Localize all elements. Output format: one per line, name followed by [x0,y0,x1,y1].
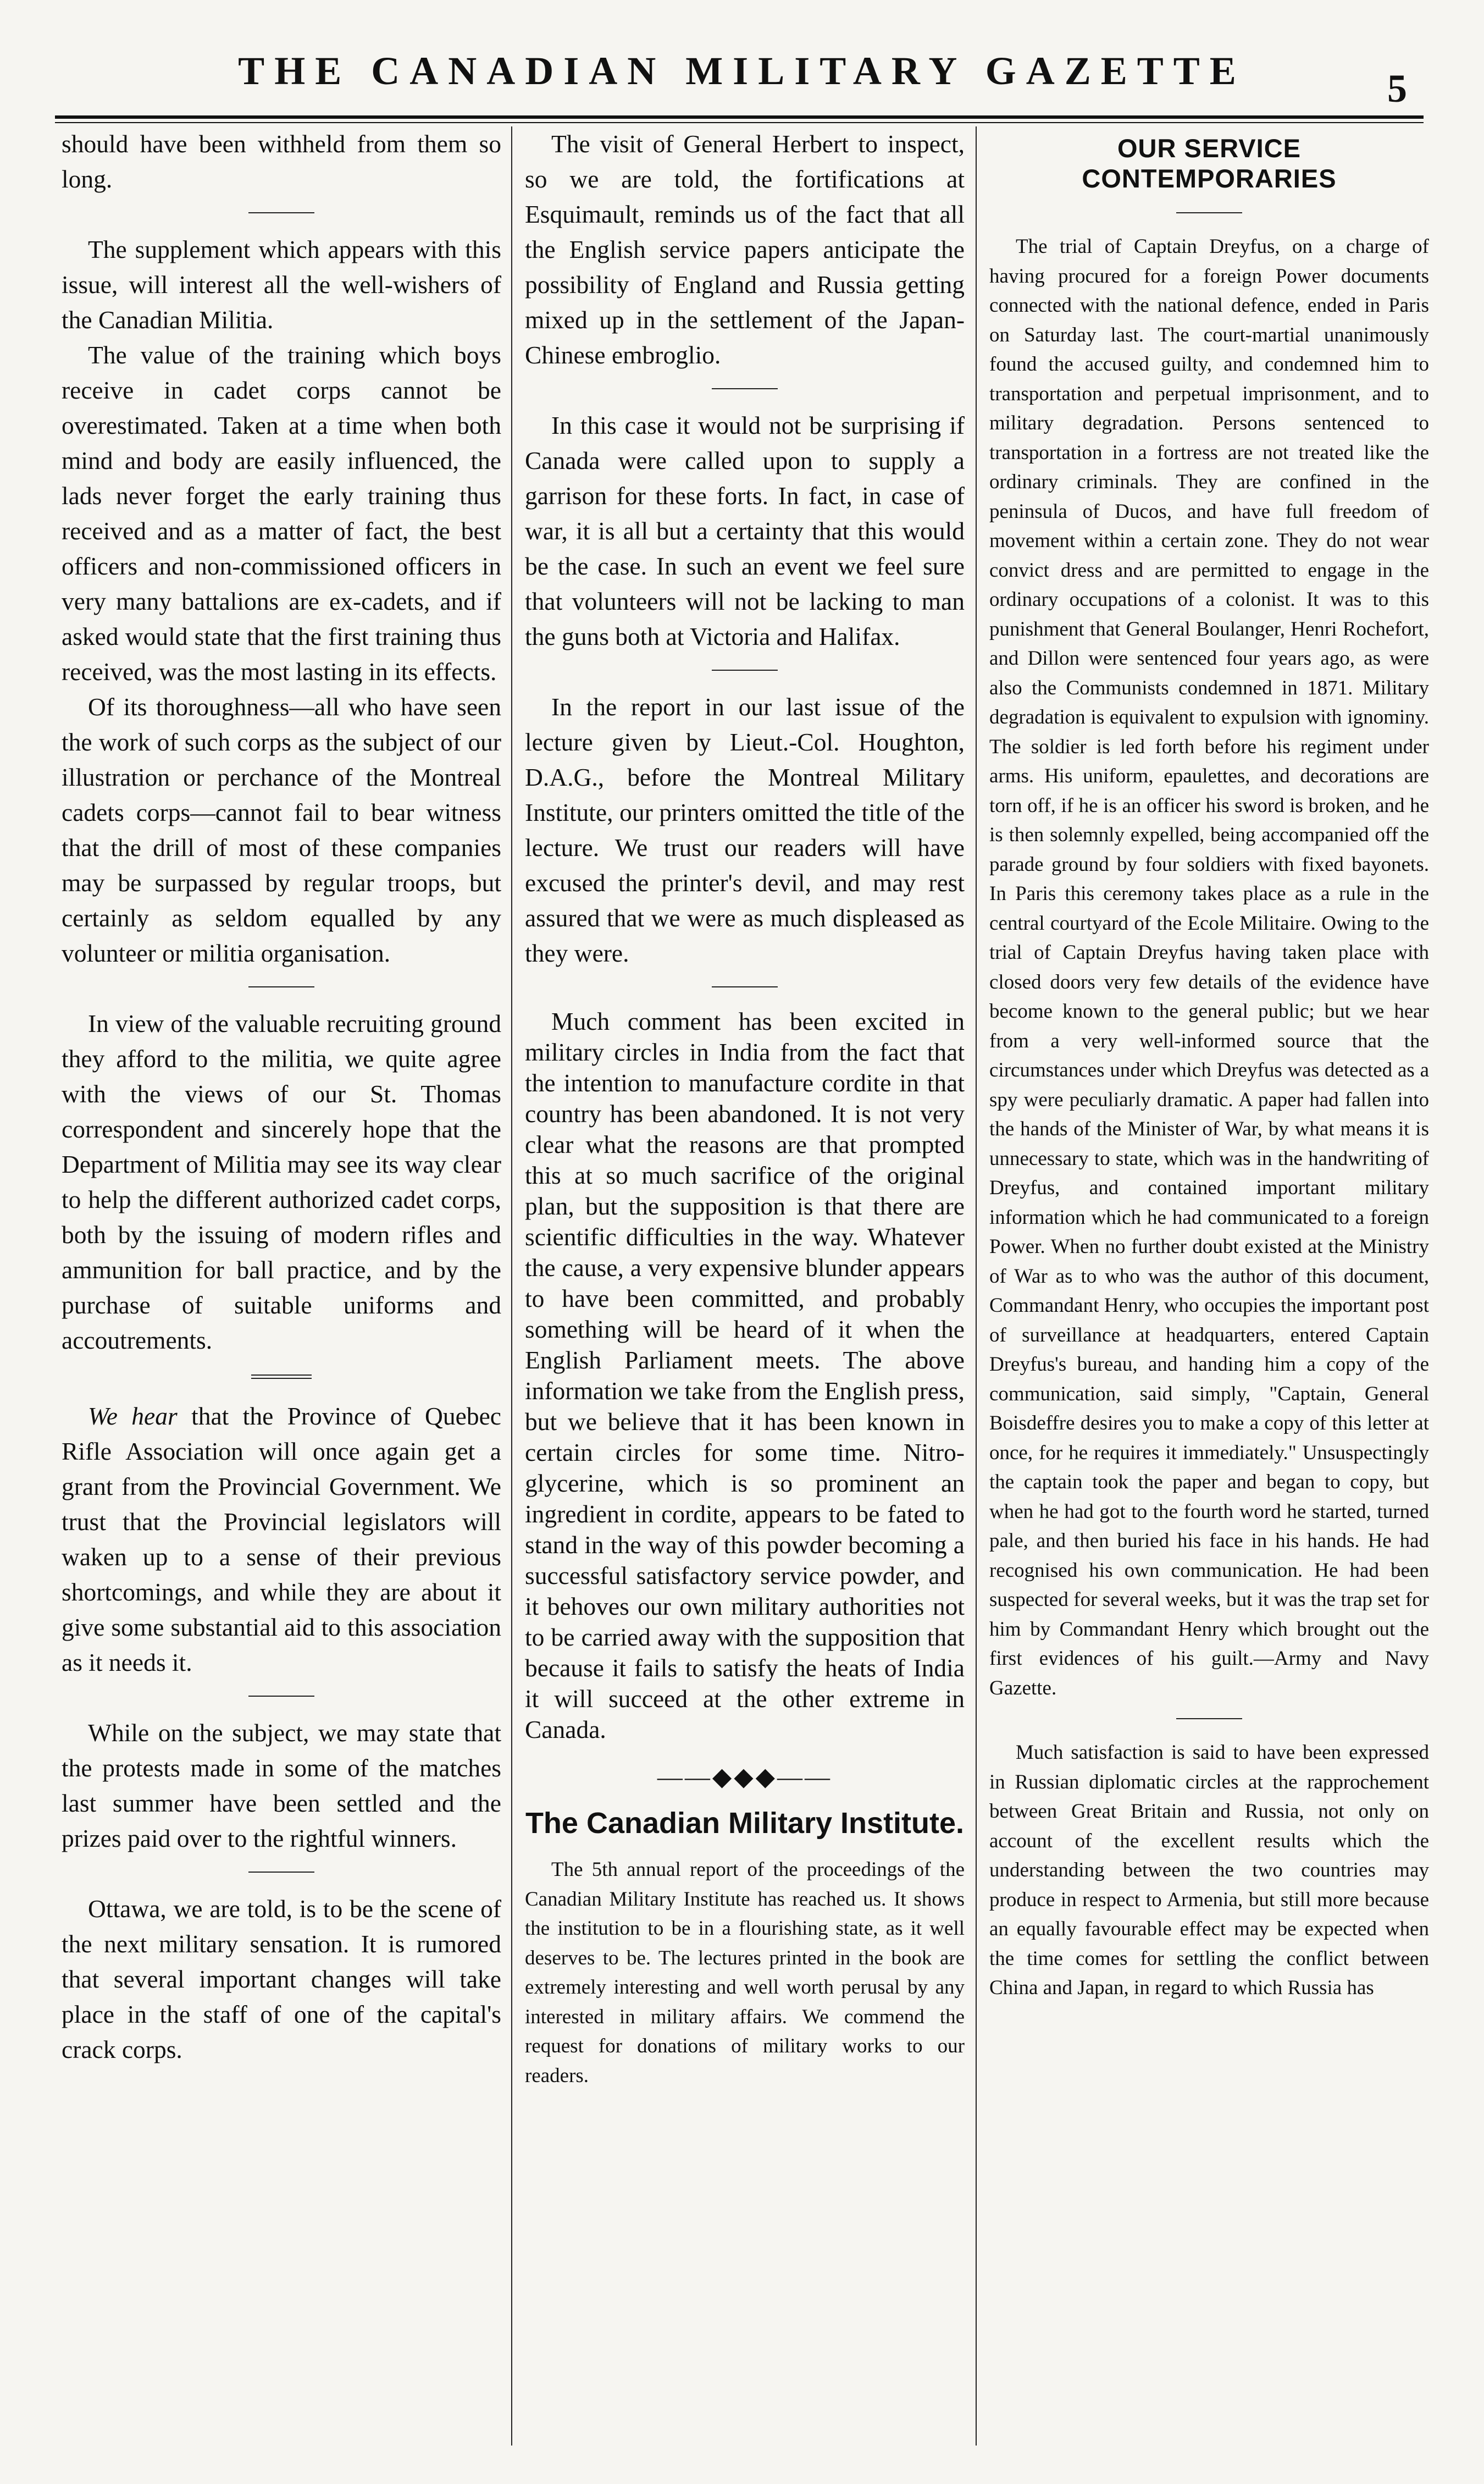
column-divider [511,126,512,2446]
italic-lead: We hear [88,1402,178,1430]
paragraph: Much satisfaction is said to have been expressed in Russian diplomatic circles at the rapprochement between Great Britain and Russia, not only on account of the excellent results which the understanding between the two countries may produce in respect to Armenia, but still more because an equally favourable effect may be expected when the time comes for settling the conflict between China and Japan, in regard to which Russia has [989,1741,1429,1999]
page-number: 5 [1387,67,1407,111]
ornament-divider: ——◆◆◆—— [657,1763,833,1791]
header-rule-thin [55,122,1424,123]
paragraph: The supplement which appears with this issue, will interest all the well-wishers of the Canadian Militia. [62,235,501,334]
separator [1176,212,1242,213]
masthead [0,0,1484,118]
column-right [989,126,1429,2451]
separator [712,986,778,987]
paragraph: Of its thoroughness—all who have seen the work of such corps as the subject of our illustration or perchance of the Montreal cadets corps—cannot fail to bear witness that the drill of most of these companies may be surpassed by regular troops, but certainly as seldom equalled by any volunteer or militia organisation. [62,693,501,967]
separator [712,388,778,389]
separator [248,212,314,213]
separator [248,1872,314,1873]
column-left [62,126,501,2451]
separator [712,670,778,671]
separator [248,986,314,987]
paragraph: The 5th annual report of the proceedings of the Canadian Military Institute has reached us. It shows the institution to be in a flourishing state, as it well deserves to be. The lectures printed in the book are extremely interesting and well worth perusal by any interested in military affairs. We commend the request for donations of military works to our readers. [525,1858,965,2087]
separator [251,1375,312,1379]
section-heading: OUR SERVICE CONTEMPORARIES [1082,134,1337,193]
paragraph [62,1399,501,1680]
paragraph-text: that the Province of Quebec Rifle Association will once again get a grant from the Provincial Government. We trust that the Provincial legislators will waken up to a sense of their previous shortcomings, and while they are about it give some substantial aid to this association as it needs it. [62,1402,501,1676]
separator [1176,1718,1242,1719]
article-heading: The Canadian Military Institute. [525,1807,965,1840]
newspaper-title: THE CANADIAN MILITARY GAZETTE [238,49,1246,93]
paragraph: While on the subject, we may state that the protests made in some of the matches last summer have been settled and the prizes paid over to the rightful winners. [62,1719,501,1852]
paragraph: Much comment has been excited in military circles in India from the fact that the intention to manufacture cordite in that country has been abandoned. It is not very clear what the reasons are that prompted this at so much sacrifice of the original plan, but the supposition is that there are scientific difficulties in the way. Whatever the cause, a very expensive blunder appears to have been committed, and probably something will be heard of it when the English Parliament meets. The above information we take from the English press, but we believe that it has been known in certain circles for some time. Nitro-glycerine, which is so prominent an ingredient in cordite, appears to be fated to stand in the way of this powder becoming a successful satisfactory service powder, and it behoves our own military authorities not to be carried away with the supposition that because it fails to satisfy the heats of India it will succeed at the other extreme in Canada. [525,1007,965,1743]
column-middle [525,126,965,2451]
separator [248,1696,314,1697]
paragraph: should have been withheld from them so long. [62,130,501,193]
paragraph: In the report in our last issue of the lecture given by Lieut.-Col. Houghton, D.A.G., before the Montreal Military Institute, our printers omitted the title of the lecture. We trust our readers will have excused the printer's devil, and may rest assured that we were as much displeased as they were. [525,693,965,967]
paragraph: The visit of General Herbert to inspect, so we are told, the fortifications at Esquimault, reminds us of the fact that all the English service papers anticipate the possibility of England and Russia getting mixed up in the settlement of the Japan-Chinese embroglio. [525,130,965,369]
header-rule [55,115,1424,119]
column-divider [976,126,977,2446]
paragraph: In view of the valuable recruiting ground they afford to the militia, we quite agree with the views of our St. Thomas correspondent and sincerely hope that the Department of Militia may see its way clear to help the different authorized cadet corps, both by the issuing of modern rifles and ammunition for ball practice, and by the purchase of suitable uniforms and accoutrements. [62,1009,501,1354]
paragraph: In this case it would not be surprising if Canada were called upon to supply a garrison for these forts. In fact, in case of war, it is all but a certainty that this would be the case. In such an event we feel sure that volunteers will not be lacking to man the guns both at Victoria and Halifax. [525,411,965,650]
paragraph: Ottawa, we are told, is to be the scene of the next military sensation. It is rumored that several important changes will take place in the staff of one of the capital's crack corps. [62,1895,501,2063]
paragraph: The value of the training which boys receive in cadet corps cannot be overestimated. Taken at a time when both mind and body are easily influenced, the lads never forget the early training thus received and as a matter of fact, the best officers and non-commissioned officers in very many battalions are ex-cadets, and if asked would state that the first training thus received, was the most lasting in its effects. [62,341,501,686]
paragraph: The trial of Captain Dreyfus, on a charge of having procured for a foreign Power documents connected with the national defence, ended in Paris on Saturday last. The court-martial unanimously found the accused guilty, and condemned him to transportation and perpetual imprisonment, and to military degradation. Persons sentenced to transportation in a fortress are not treated like the ordinary criminals. They are confined in the peninsula of Ducos, and have full freedom of movement within a certain zone. They do not wear convict dress and are permitted to engage in the ordinary occupations of a colonist. It was to this punishment that General Boulanger, Henri Rochefort, and Dillon were sentenced four years ago, as were also the Communists condemned in 1871. Military degradation is equivalent to expulsion with ignominy. The soldier is led forth before his regiment under arms. His uniform, epaulettes, and decorations are torn off, if he is an officer his sword is broken, and he is then solemnly expelled, being accompanied off the parade ground by four soldiers with fixed bayonets. In Paris this ceremony takes place as a rule in the central courtyard of the Ecole Militaire. Owing to the trial of Captain Dreyfus having taken place with closed doors very few details of the evidence have become known to the general public; but we hear from a very well-informed source that the circumstances under which Dreyfus was detected as a spy were peculiarly dramatic. A paper had fallen into the hands of the Minister of War, by what means it is unnecessary to state, which was in the handwriting of Dreyfus, and contained important military information which he had communicated to a foreign Power. When no further doubt existed at the Ministry of War as to who was the author of this document, Commandant Henry, who occupies the important post of surveillance at headquarters, entered Captain Dreyfus's bureau, and handing him a copy of the communication, said simply, "Captain, General Boisdeffre desires you to make a copy of this letter at once, for he requires it immediately." Unsuspectingly the captain took the paper and began to copy, but when he had got to the fourth word he started, turned pale, and then buried his face in his hands. He had recognised his own communication. He had been suspected for several weeks, but it was the trap set for him by Commandant Henry which brought out the first evidences of his guilt.—Army and Navy Gazette. [989,235,1429,1699]
